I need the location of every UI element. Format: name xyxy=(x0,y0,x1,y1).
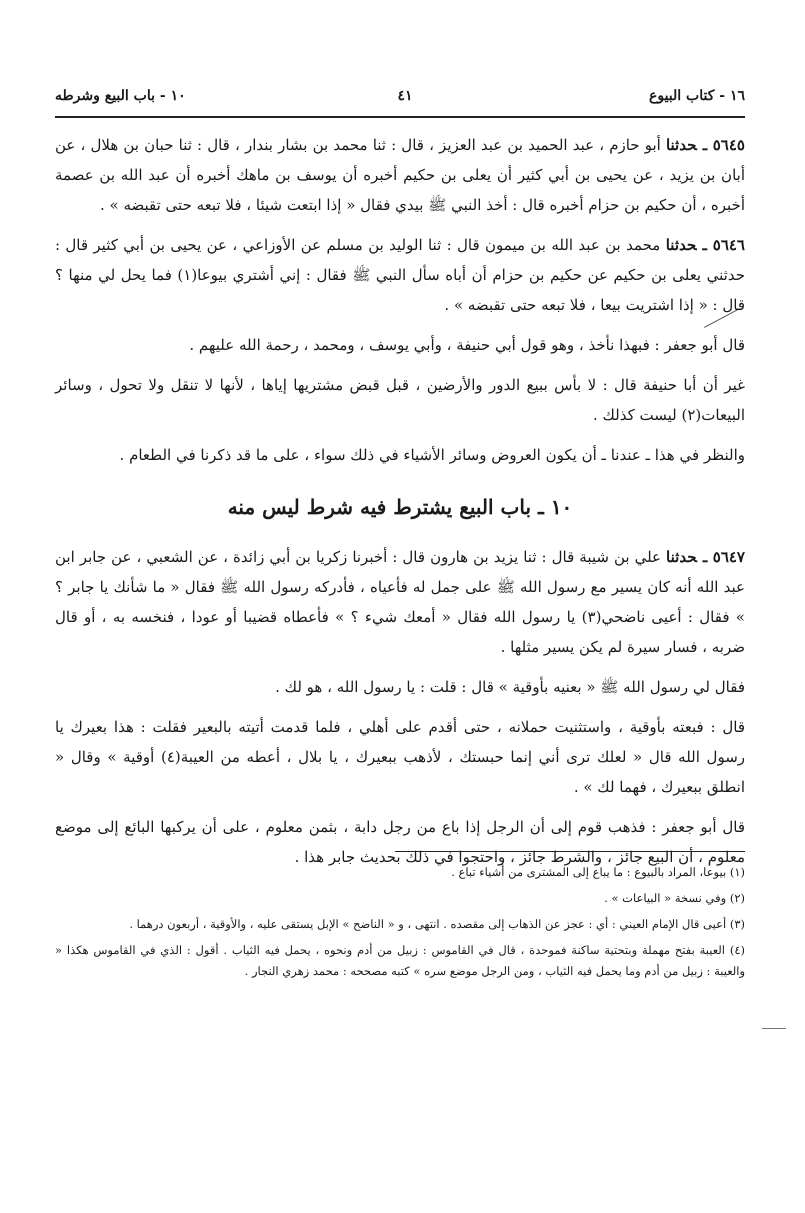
hadith-text: محمد بن عبد الله بن ميمون قال : ثنا الوليد بن مسلم عن الأوزاعي ، عن يحيى بن أبي كثير قال : حدثني يعلى بن حكيم عن حكيم بن حزام أن أباه سأل النبي ﷺ فقال : إني أشتري بيوعا(١) فما يحل لي منها ؟ قال : « إذا اشتريت بيعا ، فلا تبعه حتى تقبضه » . xyxy=(55,236,745,314)
hadith-number: ٥٦٤٧ ـ xyxy=(702,548,745,566)
hadith-number: ٥٦٤٦ ـ xyxy=(702,236,745,254)
commentary-paragraph: فقال لي رسول الله ﷺ « بعنيه بأوقية » قال : قلت : يا رسول الله ، هو لك . xyxy=(275,678,745,696)
footnotes xyxy=(55,862,745,987)
footnote: (١) بيوعا، المراد بالبيوع : ما يباع إلى المشترى من أشياء تباع . xyxy=(451,865,745,879)
hadith-paragraph xyxy=(55,542,745,662)
hadith-number: ٥٦٤٥ ـ xyxy=(702,136,745,154)
commentary-paragraph: والنظر في هذا ـ عندنا ـ أن يكون العروض وسائر الأشياء في ذلك سواء ، على ما قد ذكرنا في الطعام . xyxy=(119,446,745,464)
main-text xyxy=(55,130,745,882)
hadith-paragraph xyxy=(55,130,745,220)
hadith-text: علي بن شيبة قال : ثنا يزيد بن هارون قال : أخبرنا زكريا بن أبي زائدة ، عن الشعبي ، عن جابر ابن عبد الله أنه كان يسير مع رسول الله ﷺ على جمل له فأعياه ، فأدركه رسول الله ﷺ فقال « ما شأنك يا جابر ؟ » فقال : أعيى ناضحي(٣) يا رسول الله فقال « أمعك شيء ؟ » فأعطاه قضيبا أو عودا ، فنخسه به ، أو قال ضربه ، فسار سيرة لم يكن يسير مثلها . xyxy=(55,548,745,656)
section-title: ١٠ - باب البيع وشرطه xyxy=(55,88,186,104)
commentary-paragraph: غير أن أبا حنيفة قال : لا بأس ببيع الدور والأرضين ، قبل قبض مشتريها إياها ، لأنها لا تنقل ولا تحول ، وسائر البيعات(٢) ليست كذلك . xyxy=(55,376,745,424)
hadith-paragraph xyxy=(55,230,745,320)
book-title: ١٦ - كتاب البيوع xyxy=(648,88,745,104)
footnote-separator xyxy=(395,851,745,852)
footnote: (٣) أعيى قال الإمام العيني : أي : عجز عن الذهاب إلى مقصده . انتهى ، و « الناضح » الإبل يستقى عليه ، والأوقية ، أربعون درهما . xyxy=(129,917,745,931)
margin-annotation-stroke xyxy=(762,1022,786,1029)
footnote: (٤) العيبة بفتح مهملة وبتحتية ساكنة فموحدة ، قال في القاموس : زبيل من أدم ونحوه ، يحمل فيه الثياب . أقول : الذي في القاموس هكذا « والعيبة : زبيل من أدم وما يحمل فيه الثياب ، ومن الرجل موضع سره » كتبه مصححه : محمد زهري النجار . xyxy=(55,943,745,978)
commentary-paragraph: قال أبو جعفر : فبهذا نأخذ ، وهو قول أبي حنيفة ، وأبي يوسف ، ومحمد ، رحمة الله عليهم . xyxy=(189,336,745,354)
hadith-lead: حدثنا xyxy=(665,236,697,254)
hadith-lead: حدثنا xyxy=(666,548,697,566)
chapter-heading: ١٠ ـ باب البيع يشترط فيه شرط ليس منه xyxy=(227,495,573,519)
page-header xyxy=(55,88,745,118)
hadith-lead: حدثنا xyxy=(665,136,697,154)
page-number: ٤١ xyxy=(397,88,413,104)
hadith-text: أبو حازم ، عبد الحميد بن عبد العزيز ، قال : ثنا محمد بن بشار بندار ، قال : ثنا حبان بن هلال ، عن أبان بن يزيد ، عن يحيى بن أبي كثير أن يعلى بن حكيم أخبره أن يوسف بن ماهك أخبره أن عبد الله بن عصمة أخبره ، أن حكيم بن حزام أخبره قال : أخذ النبي ﷺ بيدي فقال « إذا ابتعت شيئا ، فلا تبعه حتى تقبضه » . xyxy=(55,136,745,214)
commentary-paragraph: قال أبو جعفر : فذهب قوم إلى أن الرجل إذا باع من رجل دابة ، بثمن معلوم ، على أن يركبها البائع إلى موضع معلوم ، أن البيع جائز ، والشرط جائز ، واحتجوا في ذلك بحديث جابر هذا . xyxy=(55,818,745,866)
footnote: (٢) وفي نسخة « البياعات » . xyxy=(604,891,745,905)
commentary-paragraph: قال : فبعته بأوقية ، واستثنيت حملانه ، حتى أقدم على أهلي ، فلما قدمت أتيته بالبعير فقلت : هذا بعيرك يا رسول الله قال « لعلك ترى أني إنما حبستك ، لأذهب ببعيرك ، يا بلال ، أعطه من العيبة(٤) أوقية » وقال « انطلق ببعيرك ، فهما لك » . xyxy=(55,718,746,796)
